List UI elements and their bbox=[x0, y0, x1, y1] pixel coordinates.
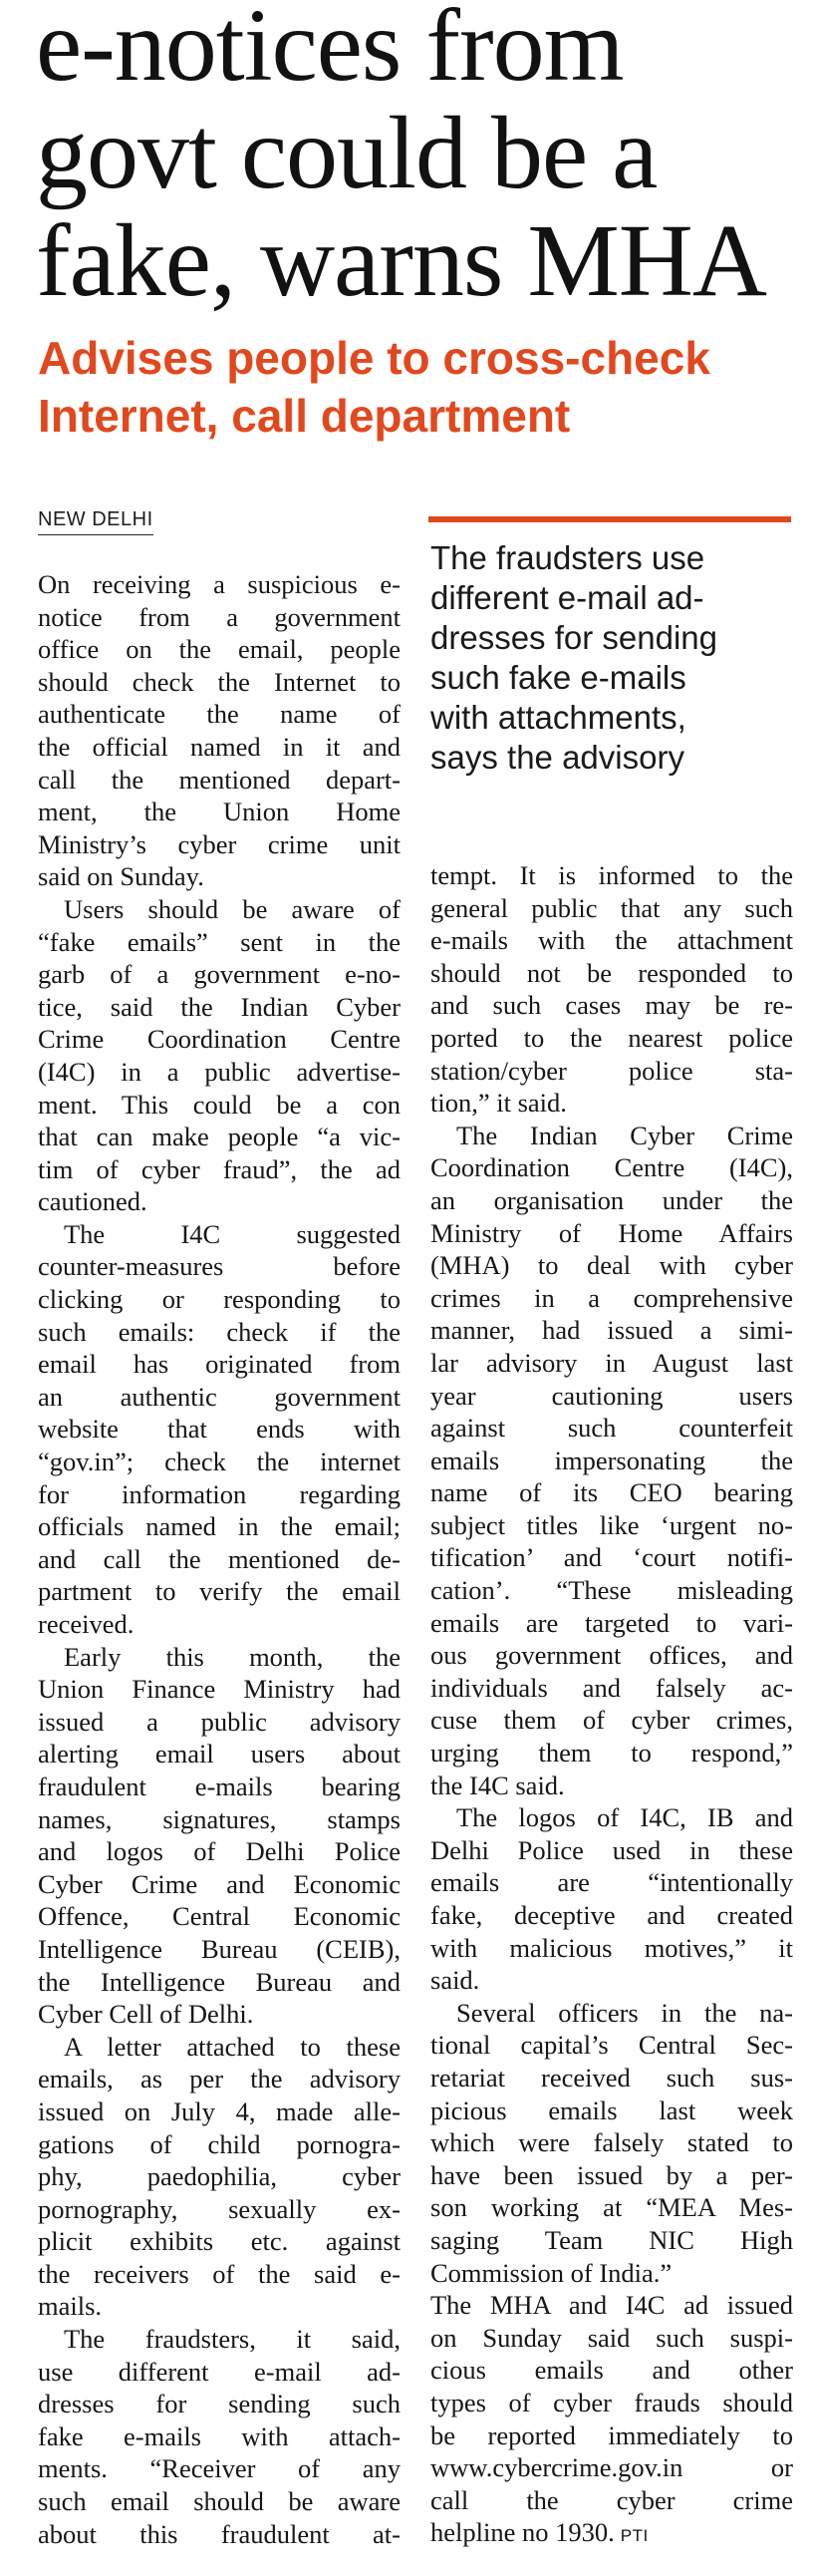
body-text-line: cation’. “These misleading bbox=[430, 1575, 793, 1606]
body-text-line: crimes in a comprehensive bbox=[430, 1282, 793, 1313]
body-text-line: individuals and falsely ac- bbox=[430, 1672, 793, 1703]
body-text-line: (MHA) to deal with cyber bbox=[430, 1250, 793, 1281]
body-text-line: emails impersonating the bbox=[430, 1445, 793, 1475]
body-text-line: received. bbox=[38, 1609, 135, 1639]
body-text-line: which were falsely stated to bbox=[430, 2127, 793, 2158]
body-text-line: the I4C said. bbox=[430, 1770, 565, 1800]
body-text-line: ment. This could be a con bbox=[38, 1089, 401, 1120]
body-text-line: said on Sunday. bbox=[38, 861, 204, 892]
body-text-line: have been issued by a per- bbox=[430, 2159, 793, 2190]
body-text-line: names, signatures, stamps bbox=[38, 1803, 401, 1834]
body-text-line: the receivers of the said e- bbox=[38, 2258, 401, 2289]
body-text-line: The fraudsters, it said, bbox=[64, 2324, 401, 2355]
body-text-line: son working at “MEA Mes- bbox=[430, 2192, 793, 2223]
body-text-line: Cyber Cell of Delhi. bbox=[38, 1999, 254, 2030]
body-text-line: pornography, sexually ex- bbox=[38, 2193, 401, 2224]
body-text-line: the official named in it and bbox=[38, 731, 401, 762]
body-text-line: A letter attached to these bbox=[64, 2031, 401, 2062]
body-text-line: Coordination Centre (I4C), bbox=[430, 1152, 793, 1183]
body-text-line: email has originated from bbox=[38, 1349, 401, 1380]
body-text-line: garb of a government e-no- bbox=[38, 959, 401, 990]
body-text-line: for information regarding bbox=[38, 1478, 401, 1509]
body-text-line: phy, paedophilia, cyber bbox=[38, 2161, 401, 2192]
body-text-line: cuse them of cyber crimes, bbox=[430, 1705, 793, 1736]
body-text-line: with malicious motives,” it bbox=[430, 1932, 793, 1963]
body-text-line: call the mentioned depart- bbox=[38, 764, 401, 795]
body-text-line: an authentic government bbox=[38, 1381, 401, 1412]
body-text-line: cautioned. bbox=[38, 1186, 147, 1217]
body-text-line: tim of cyber fraud”, the ad bbox=[38, 1153, 401, 1184]
body-text-line: that can make people “a vic- bbox=[38, 1122, 401, 1152]
body-text-line: tempt. It is informed to the bbox=[430, 860, 793, 890]
body-text-line: use different e-mail ad- bbox=[38, 2356, 401, 2387]
body-text-line: fake, deceptive and created bbox=[430, 1900, 793, 1930]
body-text-line: Offence, Central Economic bbox=[38, 1901, 401, 1932]
body-text-line: manner, had issued a simi- bbox=[430, 1315, 793, 1346]
kicker-line: Internet, call department bbox=[38, 390, 571, 442]
body-text-line: Cyber Crime and Economic bbox=[38, 1868, 401, 1899]
body-text-line: fraudulent e-mails bearing bbox=[38, 1771, 401, 1801]
body-text-line: issued a public advisory bbox=[38, 1706, 401, 1737]
body-text-line: emails are targeted to vari- bbox=[430, 1607, 793, 1638]
body-text-line: authenticate the name of bbox=[38, 699, 401, 730]
body-text-line: “gov.in”; check the internet bbox=[38, 1447, 401, 1477]
pullquote bbox=[430, 538, 793, 778]
kicker-subheadline bbox=[38, 329, 795, 445]
body-text-line: and such cases may be re- bbox=[430, 990, 793, 1021]
body-text-line: fake e-mails with attach- bbox=[38, 2420, 401, 2451]
body-text-line: tification’ and ‘court notifi- bbox=[430, 1542, 793, 1573]
body-text-line: urging them to respond,” bbox=[430, 1738, 793, 1769]
body-text-line: picious emails last week bbox=[430, 2094, 793, 2125]
body-text-line: alerting email users about bbox=[38, 1739, 401, 1770]
body-text-line: partment to verify the email bbox=[38, 1576, 401, 1607]
kicker-line: Advises people to cross-check bbox=[38, 332, 710, 384]
body-text-line: website that ends with bbox=[38, 1414, 401, 1445]
body-text-line: clicking or responding to bbox=[38, 1284, 401, 1315]
body-text-line: On receiving a suspicious e- bbox=[38, 569, 401, 599]
body-text-line: counter-measures before bbox=[38, 1251, 401, 1282]
body-text-line: types of cyber frauds should bbox=[430, 2387, 793, 2417]
body-text-line: saging Team NIC High bbox=[430, 2224, 793, 2255]
body-text-line: office on the email, people bbox=[38, 634, 401, 665]
body-text-line: mails. bbox=[38, 2291, 103, 2322]
pullquote-line: The fraudsters use bbox=[430, 539, 705, 576]
body-text-line: on Sunday said such suspi- bbox=[430, 2322, 793, 2353]
body-text-line: (I4C) in a public advertise- bbox=[38, 1056, 401, 1087]
body-text-line: gations of child pornogra- bbox=[38, 2128, 401, 2159]
body-text-line: be reported immediately to bbox=[430, 2419, 793, 2450]
body-text-line: retariat received such sus- bbox=[430, 2062, 793, 2093]
body-text-line: The I4C suggested bbox=[64, 1218, 401, 1249]
headline-line: e-notices from bbox=[36, 0, 624, 103]
body-text-line: helpline no 1930. PTI bbox=[430, 2517, 649, 2548]
body-text-line: The Indian Cyber Crime bbox=[456, 1120, 793, 1150]
body-text-line: about this fraudulent at- bbox=[38, 2518, 401, 2549]
body-text-line: officials named in the email; bbox=[38, 1511, 401, 1542]
body-text-line: Intelligence Bureau (CEIB), bbox=[38, 1933, 401, 1964]
body-text-line: against such counterfeit bbox=[430, 1413, 793, 1444]
body-text-line: an organisation under the bbox=[430, 1184, 793, 1215]
body-text-line: such email should be aware bbox=[38, 2486, 401, 2517]
body-text-line: call the cyber crime bbox=[430, 2484, 793, 2515]
body-text-line: “fake emails” sent in the bbox=[38, 926, 401, 957]
pullquote-rule bbox=[428, 516, 791, 522]
body-text-line: and call the mentioned de- bbox=[38, 1543, 401, 1574]
body-text-line: notice from a government bbox=[38, 601, 401, 632]
dateline: NEW DELHI bbox=[38, 508, 153, 535]
body-text-line: plicit exhibits etc. against bbox=[38, 2226, 401, 2257]
body-text-line: Early this month, the bbox=[64, 1641, 401, 1672]
body-text-line: tion,” it said. bbox=[430, 1088, 567, 1119]
body-text-line: general public that any such bbox=[430, 892, 793, 923]
body-text-line: tional capital’s Central Sec- bbox=[430, 2030, 793, 2061]
body-text-line: such emails: check if the bbox=[38, 1316, 401, 1347]
pullquote-line: dresses for sending bbox=[430, 619, 717, 656]
body-text-line: said. bbox=[430, 1965, 480, 1996]
body-text-line: www.cybercrime.gov.in or bbox=[430, 2452, 793, 2483]
body-column-left bbox=[38, 568, 401, 2550]
body-column-right bbox=[430, 859, 793, 2549]
body-text-line: ment, the Union Home bbox=[38, 797, 401, 827]
body-text-line: should check the Internet to bbox=[38, 666, 401, 697]
headline-line: govt could be a bbox=[36, 96, 658, 210]
body-text-line: Delhi Police used in these bbox=[430, 1834, 793, 1865]
pullquote-line: different e-mail ad- bbox=[430, 579, 704, 616]
body-text-line: Union Finance Ministry had bbox=[38, 1674, 401, 1705]
body-text-line: name of its CEO bearing bbox=[430, 1477, 793, 1508]
body-text-line: The logos of I4C, IB and bbox=[456, 1802, 793, 1833]
body-text-line: issued on July 4, made alle- bbox=[38, 2095, 401, 2126]
body-text-line: lar advisory in August last bbox=[430, 1347, 793, 1378]
body-text-line: emails, as per the advisory bbox=[38, 2064, 401, 2094]
body-text-line: subject titles like ‘urgent no- bbox=[430, 1509, 793, 1540]
pullquote-line: with attachments, bbox=[430, 699, 686, 736]
body-text-line: tice, said the Indian Cyber bbox=[38, 991, 401, 1022]
headline-line: fake, warns MHA bbox=[36, 203, 767, 318]
body-text-line: Ministry’s cyber crime unit bbox=[38, 828, 401, 859]
body-text-line: ous government offices, and bbox=[430, 1640, 793, 1671]
body-text-line: ported to the nearest police bbox=[430, 1022, 793, 1053]
pullquote-line: says the advisory bbox=[430, 739, 684, 776]
body-text-line: cious emails and other bbox=[430, 2355, 793, 2386]
body-text-line: Several officers in the na- bbox=[456, 1997, 793, 2028]
body-text-line: Users should be aware of bbox=[64, 893, 401, 924]
body-text-line: The MHA and I4C ad issued bbox=[430, 2290, 793, 2321]
body-text-line: the Intelligence Bureau and bbox=[38, 1966, 401, 1997]
body-text-line: Ministry of Home Affairs bbox=[430, 1217, 793, 1248]
body-text-line: Crime Coordination Centre bbox=[38, 1024, 401, 1055]
body-text-line: e-mails with the attachment bbox=[430, 925, 793, 956]
headline bbox=[36, 0, 793, 318]
body-text-line: and logos of Delhi Police bbox=[38, 1836, 401, 1867]
body-text-line: Commission of India.” bbox=[430, 2257, 673, 2288]
body-text-line: dresses for sending such bbox=[38, 2389, 401, 2419]
body-text-line: emails are “intentionally bbox=[430, 1867, 793, 1898]
body-text-line: station/cyber police sta- bbox=[430, 1055, 793, 1086]
body-text-line: year cautioning users bbox=[430, 1380, 793, 1411]
agency-credit: PTI bbox=[620, 2526, 649, 2546]
body-text-line: ments. “Receiver of any bbox=[38, 2453, 401, 2484]
pullquote-line: such fake e-mails bbox=[430, 659, 686, 696]
body-text-line: should not be responded to bbox=[430, 957, 793, 988]
